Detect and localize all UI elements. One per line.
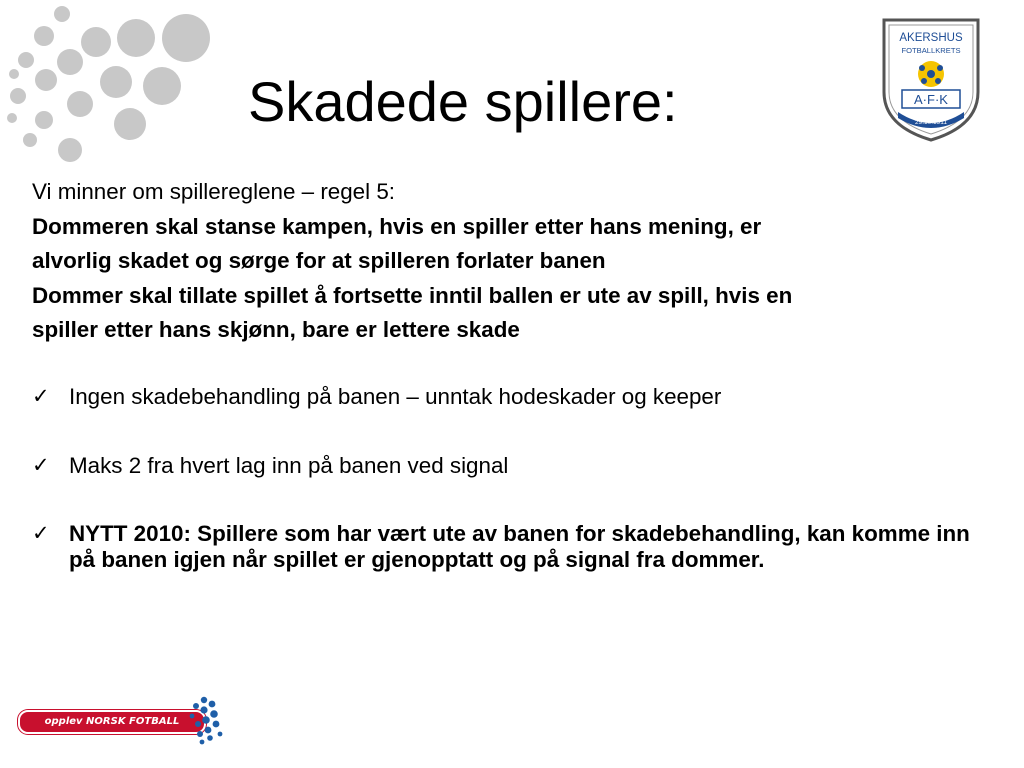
opplev-norsk-fotball-logo	[18, 694, 218, 746]
bullet-text: Ingen skadebehandling på banen – unntak hodeskader og keeper	[69, 384, 722, 409]
bullet-text: Maks 2 fra hvert lag inn på banen ved signal	[69, 453, 509, 478]
rule-1-line-1: Dommeren skal stanse kampen, hvis en spiller etter hans mening, er	[32, 213, 762, 239]
crest-letters: A·F·K	[914, 92, 948, 107]
crest-line-2: FOTBALLKRETS	[901, 46, 961, 55]
rule-2-line-1: Dommer skal tillate spillet å fortsette inntil ballen er ute av spill, hvis en	[32, 282, 793, 308]
bullet-item	[32, 384, 1007, 410]
crest-date: 29.10.1911	[914, 119, 948, 126]
checkmark-icon: ✓	[32, 385, 50, 408]
rule-1-line-2: alvorlig skadet og sørge for at spilleren forlater banen	[32, 248, 606, 274]
rule-text-block	[32, 175, 1002, 348]
rule-2-line-2: spiller etter hans skjønn, bare er lettere skade	[32, 317, 520, 343]
bullet-item	[32, 453, 1007, 479]
slide-title: Skadede spillere:	[248, 70, 678, 133]
bullet-item	[32, 521, 1002, 573]
akershus-fotballkrets-crest	[878, 14, 984, 144]
intro-lead: Vi minner om spillereglene – regel 5:	[32, 179, 396, 204]
footer-dots-icon	[180, 694, 224, 746]
crest-line-1: AKERSHUS	[899, 32, 963, 44]
decorative-dots	[0, 0, 230, 175]
checkmark-icon: ✓	[32, 454, 50, 477]
footer-logo-text: opplev NORSK FOTBALL	[18, 710, 206, 734]
checkmark-icon: ✓	[32, 522, 50, 545]
bullet-text: NYTT 2010: Spillere som har vært ute av banen for skadebehandling, kan komme inn på banen igjen når spillet er gjenopptatt og på signal fra dommer.	[69, 521, 970, 572]
